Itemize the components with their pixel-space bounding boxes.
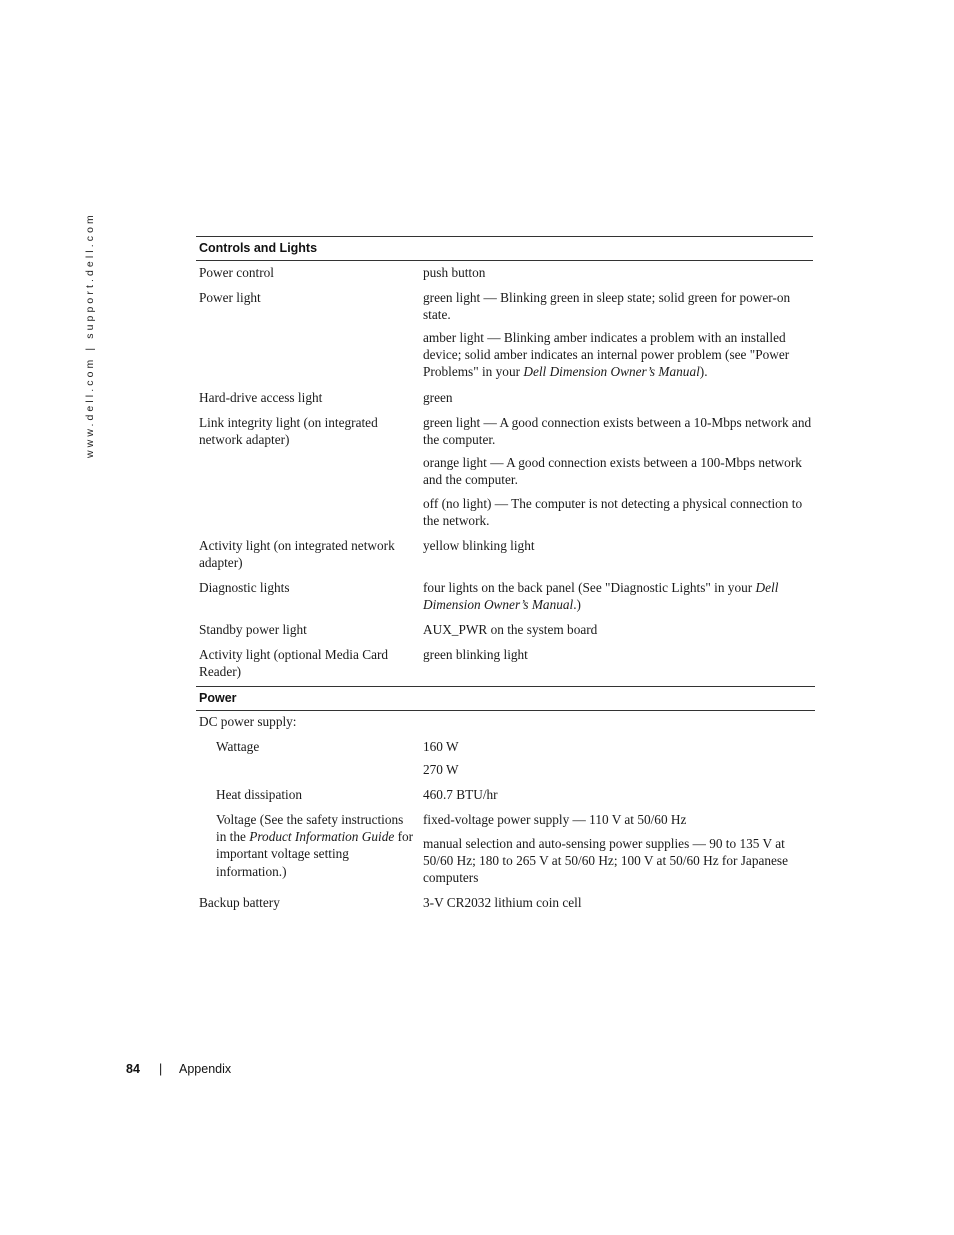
wattage-value-160: 160 W — [423, 739, 459, 754]
hdd-light-label: Hard-drive access light — [199, 390, 323, 405]
wattage-label: Wattage — [216, 739, 260, 754]
heat-value: 460.7 BTU/hr — [423, 787, 498, 802]
standby-light-value: AUX_PWR on the system board — [423, 622, 598, 637]
diag-lights-label: Diagnostic lights — [199, 580, 290, 595]
link-light-value-off: off (no light) — The computer is not detecting a physical connection to the network. — [423, 496, 803, 529]
power-control-label: Power control — [199, 265, 274, 280]
power-light-value-amber: amber light — Blinking amber indicates a problem with an installed device; solid amber indicates an internal power problem (see "Power Problems" in your Dell Dimension Owner’s Manual). — [423, 330, 790, 380]
dc-supply-label: DC power supply: — [199, 714, 297, 729]
diag-lights-value: four lights on the back panel (See "Diagnostic Lights" in your Dell Dimension Owner’s Manual.) — [423, 580, 779, 613]
card-light-label: Activity light (optional Media Card Reader) — [199, 647, 389, 680]
footer-separator: | — [159, 1062, 163, 1076]
voltage-label: Voltage (See the safety instructions in the Product Information Guide for important voltage setting information.) — [216, 812, 414, 879]
voltage-value-fixed: fixed-voltage power supply — 110 V at 50/60 Hz — [423, 812, 687, 827]
voltage-value-auto: manual selection and auto-sensing power supplies — 90 to 135 V at 50/60 Hz; 180 to 265 V at 50/60 Hz; 100 V at 50/60 Hz for Japanese computers — [423, 836, 789, 886]
side-url: www.dell.com | support.dell.com — [84, 212, 96, 458]
power-section-header: Power — [196, 686, 815, 711]
power-light-value-green: green light — Blinking green in sleep state; solid green for power-on state. — [423, 290, 791, 323]
page-footer — [126, 1062, 232, 1076]
hdd-light-value: green — [423, 390, 453, 405]
battery-label: Backup battery — [199, 895, 280, 910]
heat-label: Heat dissipation — [216, 787, 303, 802]
page-number: 84 — [126, 1062, 140, 1076]
activity-light-label: Activity light (on integrated network adapter) — [199, 538, 395, 571]
card-light-value: green blinking light — [423, 647, 528, 662]
link-light-value-orange: orange light — A good connection exists between a 100-Mbps network and the computer. — [423, 455, 802, 488]
footer-section-name: Appendix — [179, 1062, 232, 1076]
activity-light-value: yellow blinking light — [423, 538, 535, 553]
controls-section-header: Controls and Lights — [196, 236, 813, 261]
power-control-value: push button — [423, 265, 486, 280]
link-light-label: Link integrity light (on integrated network adapter) — [199, 415, 378, 448]
link-light-value-green: green light — A good connection exists between a 10-Mbps network and the computer. — [423, 415, 812, 448]
standby-light-label: Standby power light — [199, 622, 307, 637]
power-light-label: Power light — [199, 290, 261, 305]
wattage-value-270: 270 W — [423, 762, 459, 777]
battery-value: 3-V CR2032 lithium coin cell — [423, 895, 582, 910]
